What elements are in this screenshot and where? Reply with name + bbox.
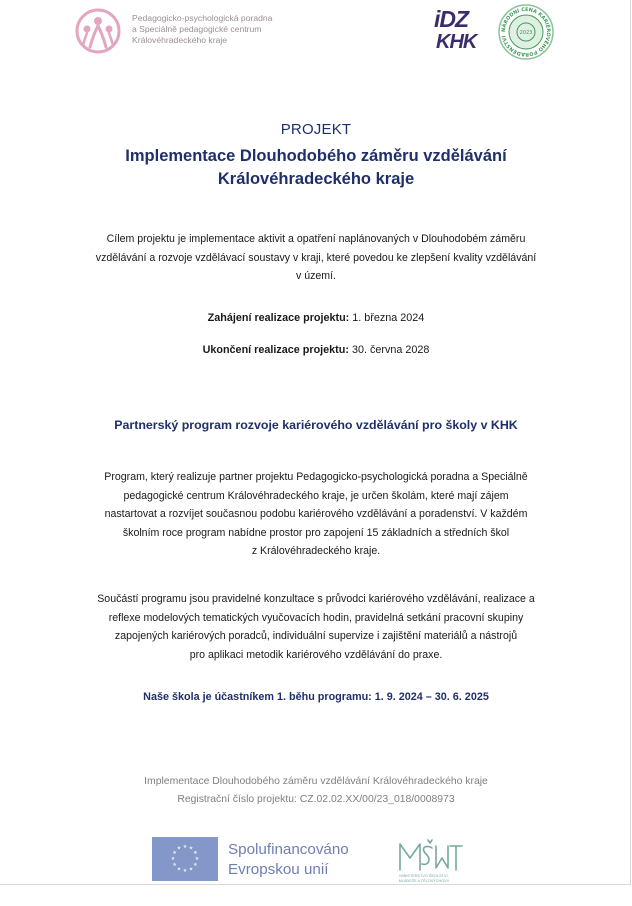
eu-cofinanced-text bbox=[228, 840, 349, 880]
svg-text:★: ★ bbox=[172, 850, 177, 856]
start-value: 1. března 2024 bbox=[352, 312, 425, 324]
participation-statement: Naše škola je účastníkem 1. běhu programu: 1. 9. 2024 – 30. 6. 2025 bbox=[143, 691, 489, 703]
ppp-logo-line: a Speciálně pedagogické centrum bbox=[132, 24, 262, 34]
program-paragraph-2 bbox=[0, 590, 632, 664]
intro-line: Cílem projektu je implementace aktivit a opatření naplánovaných v Dlouhodobém záměru bbox=[106, 233, 526, 245]
program-heading: Partnerský program rozvoje kariérového vzdělávání pro školy v KHK bbox=[114, 418, 518, 432]
msmt-caption-line1: MINISTERSTVO ŠKOLSTVÍ, bbox=[399, 874, 449, 878]
program-line: nastartovat a rozvíjet současnou podobu kariérového vzdělávání a poradenství. V každém bbox=[104, 508, 528, 521]
svg-text:★: ★ bbox=[188, 845, 194, 852]
svg-text:★: ★ bbox=[176, 866, 182, 873]
project-title bbox=[0, 145, 632, 191]
program-line: Součástí programu jsou pravidelné konzultace s průvodci kariérového vzdělávání, realizace a bbox=[97, 593, 535, 605]
eu-flag-logo bbox=[152, 837, 218, 881]
seal-ring-text: NÁRODNÍ CENA KARIÉROVÉHO PORADENSTVÍ bbox=[500, 6, 552, 58]
national-award-seal-logo bbox=[497, 3, 555, 61]
svg-text:★: ★ bbox=[188, 866, 194, 873]
svg-text:★: ★ bbox=[193, 850, 198, 856]
svg-text:★: ★ bbox=[172, 862, 177, 868]
svg-text:★: ★ bbox=[182, 844, 188, 850]
svg-text:★: ★ bbox=[182, 868, 188, 874]
project-kicker: PROJEKT bbox=[280, 121, 352, 138]
msmt-mark-icon bbox=[376, 836, 472, 874]
footer-note bbox=[0, 773, 632, 809]
seal-year: 2023 bbox=[519, 30, 533, 36]
start-label: Zahájení realizace projektu: bbox=[207, 312, 350, 324]
program-line: zapojených kariérových poradců, individuální supervize i zajištění materiálů a nástrojů bbox=[114, 630, 518, 643]
project-title-line1: Implementace Dlouhodobého záměru vzdělávání bbox=[125, 147, 507, 165]
ppp-logo bbox=[74, 7, 304, 55]
program-paragraph-1 bbox=[0, 468, 632, 561]
eu-line1: Spolufinancováno bbox=[228, 841, 349, 858]
footer-project-name: Implementace Dlouhodobého záměru vzdělávání Královéhradeckého kraje bbox=[144, 776, 488, 787]
end-label: Ukončení realizace projektu: bbox=[202, 344, 349, 356]
ppp-logo-line: Královéhradeckého kraje bbox=[132, 35, 228, 45]
program-line: pedagogické centrum Královéhradeckého kraje, je určen školám, které mají zájem bbox=[123, 489, 509, 502]
intro-line: vzdělávání a rozvoje vzdělávací soustavy v kraji, které povedou ke zlepšení kvality vzdělávání bbox=[95, 251, 537, 264]
eu-stars-icon bbox=[152, 837, 218, 881]
award-seal-icon bbox=[497, 3, 555, 61]
svg-text:★: ★ bbox=[194, 856, 200, 862]
eu-line2: Evropskou unií bbox=[228, 861, 329, 878]
intro-paragraph bbox=[0, 230, 632, 286]
svg-text:★: ★ bbox=[170, 856, 176, 862]
ppp-logo-line: Pedagogicko-psychologická poradna bbox=[132, 13, 273, 23]
ppp-logo-icon bbox=[74, 7, 126, 55]
idz-khk-logo bbox=[434, 6, 477, 56]
program-line: reflexe modelových tematických vyučovacích hodin, pravidelná setkání pracovní skupiny bbox=[108, 611, 524, 624]
end-value: 30. června 2028 bbox=[351, 344, 430, 356]
idz-logo-bottom: KHK bbox=[436, 31, 477, 53]
program-line: Program, který realizuje partner projektu Pedagogicko-psychologická poradna a Speciálně bbox=[104, 471, 528, 483]
intro-line: v území. bbox=[295, 270, 337, 283]
msmt-caption bbox=[376, 874, 472, 884]
msmt-caption-line2: MLÁDEŽE A TĚLOVÝCHOVY bbox=[398, 879, 450, 883]
program-line: pro aplikaci metodik kariérového vzdělávání do praxe. bbox=[189, 648, 443, 661]
program-line: z Královéhradeckého kraje. bbox=[251, 545, 381, 558]
project-end bbox=[0, 344, 632, 356]
ppp-logo-text bbox=[132, 13, 312, 46]
project-title-line2: Královéhradeckého kraje bbox=[217, 170, 415, 188]
project-start bbox=[0, 312, 632, 324]
footer-registration: Registrační číslo projektu: CZ.02.02.XX/00/23_018/0008973 bbox=[177, 794, 455, 805]
svg-text:★: ★ bbox=[176, 845, 182, 852]
program-line: školním roce program nabídne prostor pro zapojení 15 základních a středních škol bbox=[122, 526, 510, 539]
svg-text:★: ★ bbox=[193, 862, 198, 868]
msmt-logo bbox=[376, 836, 472, 884]
idz-logo-top: iDZ bbox=[434, 6, 469, 32]
